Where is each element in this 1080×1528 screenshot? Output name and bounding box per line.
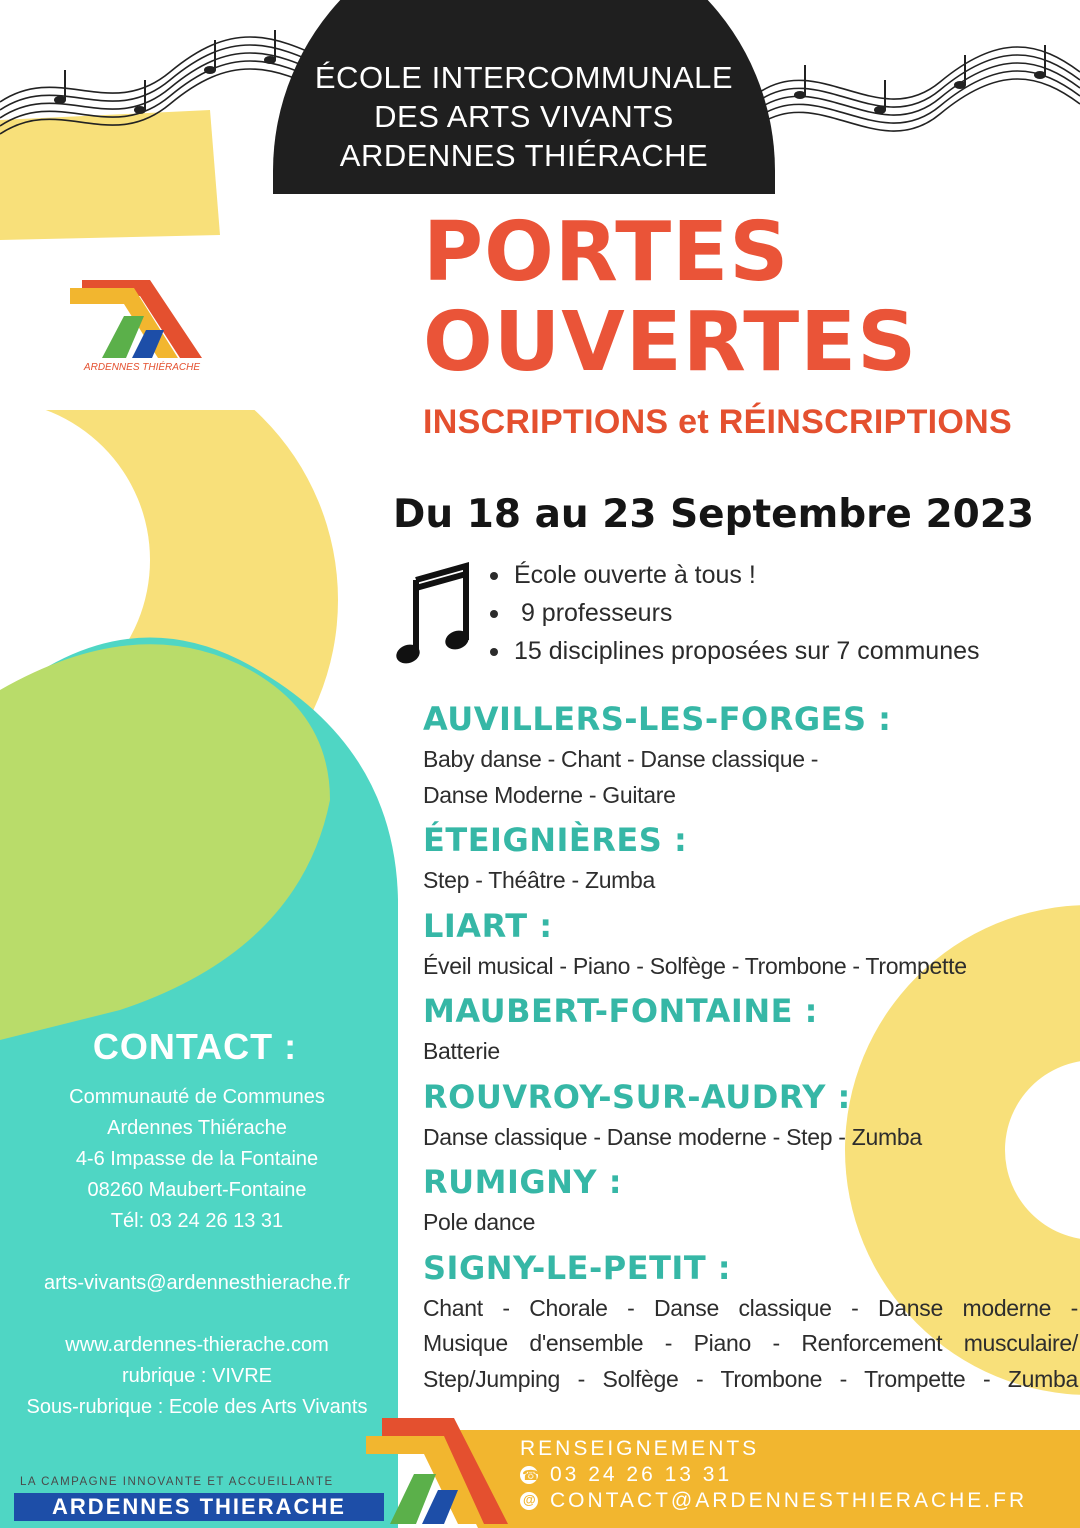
- town-name: MAUBERT-FONTAINE :: [423, 992, 818, 1030]
- footer-email-row: [520, 1488, 1027, 1514]
- footer-info-title: RENSEIGNEMENTS: [520, 1437, 760, 1460]
- school-name-line: ARDENNES THIÉRACHE: [339, 138, 709, 173]
- town-block: [423, 1161, 1078, 1241]
- footer-info: [520, 1436, 1027, 1514]
- town-block: [423, 1076, 1078, 1156]
- town-disciplines: [423, 1291, 1078, 1398]
- town-name: SIGNY-LE-PETIT :: [423, 1248, 732, 1287]
- footer-phone: 03 24 26 13 31: [550, 1463, 733, 1486]
- town-name: ÉTEIGNIÈRES :: [423, 821, 688, 859]
- discipline-line: Chant - Chorale - Danse classique - Danse moderne -: [423, 1294, 1078, 1321]
- contact-rubrique: rubrique : VIVRE: [121, 1365, 273, 1387]
- footer-email-link[interactable]: CONTACT@ARDENNESTHIERACHE.FR: [550, 1489, 1028, 1512]
- title-line: PORTES: [423, 205, 790, 300]
- school-name: [273, 58, 775, 175]
- towns-list: [423, 698, 1078, 1403]
- title-line: OUVERTES: [423, 295, 918, 390]
- subtitle: INSCRIPTIONS et RÉINSCRIPTIONS: [423, 403, 1012, 441]
- discipline-line: Batterie: [423, 1038, 500, 1064]
- town-block: [423, 905, 1078, 985]
- list-item: 15 disciplines proposées sur 7 communes: [488, 632, 980, 670]
- town-disciplines: [423, 1120, 1078, 1156]
- slogan: LA CAMPAGNE INNOVANTE ET ACCUEILLANTE: [20, 1476, 334, 1488]
- music-staff-icon: [760, 40, 1080, 160]
- contact-phone: Tél: 03 24 26 13 31: [110, 1210, 284, 1232]
- contact-org: Ardennes Thiérache: [107, 1117, 287, 1139]
- contact-title: CONTACT :: [92, 1026, 298, 1067]
- discipline-line: Danse Moderne - Guitare: [423, 781, 676, 808]
- school-name-line: DES ARTS VIVANTS: [374, 99, 674, 134]
- discipline-line: Baby danse - Chant - Danse classique -: [423, 746, 819, 772]
- footer-phone-row: [520, 1462, 1027, 1488]
- town-disciplines: [423, 863, 1078, 899]
- ardennes-logo-icon: [62, 258, 222, 378]
- brand-name: ARDENNES THIERACHE: [14, 1493, 384, 1521]
- highlights-list: [488, 556, 980, 670]
- town-name: RUMIGNY :: [423, 1163, 623, 1201]
- contact-email-link[interactable]: arts-vivants@ardennesthierache.fr: [44, 1272, 350, 1294]
- contact-info: [0, 1082, 394, 1423]
- contact-website-link[interactable]: www.ardennes-thierache.com: [65, 1334, 329, 1356]
- town-disciplines: [423, 742, 1078, 813]
- school-name-line: ÉCOLE INTERCOMMUNALE: [314, 60, 734, 95]
- discipline-line: Danse classique - Danse moderne - Step - Zumba: [423, 1123, 922, 1150]
- phone-icon: [520, 1466, 538, 1484]
- discipline-line: Step/Jumping - Solfège - Trombone - Trompette - Zumba: [423, 1365, 1078, 1392]
- town-disciplines: [423, 1205, 1078, 1241]
- town-block: [423, 698, 1078, 813]
- email-icon: [520, 1492, 538, 1510]
- discipline-line: Step - Théâtre - Zumba: [423, 867, 656, 893]
- discipline-line: Musique d'ensemble - Piano - Renforcement musculaire/: [423, 1330, 1078, 1356]
- logo-caption: ARDENNES THIÉRACHE: [83, 362, 201, 373]
- discipline-line: Éveil musical - Piano - Solfège - Trombone - Trompette: [423, 952, 967, 979]
- town-disciplines: [423, 949, 1078, 985]
- contact-address: 08260 Maubert-Fontaine: [87, 1179, 307, 1201]
- town-disciplines: [423, 1034, 1078, 1070]
- town-block: [423, 990, 1078, 1070]
- contact-address: 4-6 Impasse de la Fontaine: [75, 1148, 319, 1170]
- list-item: 9 professeurs: [488, 594, 980, 632]
- event-dates: Du 18 au 23 Septembre 2023: [393, 492, 1034, 537]
- contact-sous-rubrique: Sous-rubrique : Ecole des Arts Vivants: [26, 1396, 368, 1418]
- town-block: [423, 1247, 1078, 1398]
- town-name: ROUVROY-SUR-AUDRY :: [423, 1077, 851, 1116]
- discipline-line: Pole dance: [423, 1209, 536, 1235]
- town-name: AUVILLERS-LES-FORGES :: [423, 700, 892, 738]
- contact-org: Communauté de Communes: [69, 1086, 325, 1108]
- music-note-icon: [396, 562, 472, 668]
- page-title: [423, 205, 918, 390]
- list-item: École ouverte à tous !: [488, 556, 980, 594]
- town-name: LIART :: [423, 906, 553, 945]
- town-block: [423, 819, 1078, 899]
